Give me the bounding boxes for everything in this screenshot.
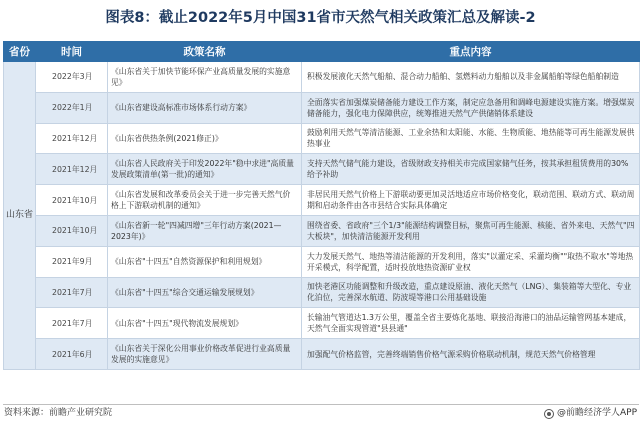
row-key-content: 围绕省委、省政府"三个1/3"能源结构调整目标，聚焦可再生能源、核能、省外来电、天然气"四大板块"，加快清洁能源开发利用 (302, 215, 640, 246)
table-header-row (4, 42, 640, 62)
row-key-content: 加快老港区功能调整和升级改造，重点建设原油、液化天然气（LNG）、集装箱等大型化、专业化泊位，完善深水航道、防波堤等港口公用基础设施 (302, 277, 640, 308)
row-policy-name: 《山东省发展和改革委员会关于进一步完善天然气价格上下游联动机制的通知》 (108, 185, 302, 216)
row-policy-name: 《山东省"十四五"综合交通运输发展规划》 (108, 277, 302, 308)
row-key-content: 大力发展天然气、地热等清洁能源的开发利用，落实"以灌定采、采灌均衡""取热不取水"等地热开采模式，科学配置，适时投放地热资源矿业权 (302, 246, 640, 277)
figure-title: 图表8：截止2022年5月中国31省市天然气相关政策汇总及解读-2 (105, 10, 536, 26)
table-row (4, 123, 640, 154)
row-date: 2022年3月 (36, 62, 108, 93)
header-policy-name: 政策名称 (108, 42, 302, 62)
row-policy-name: 《山东省关于加快节能环保产业高质量发展的实施意见》 (108, 62, 302, 93)
table-row (4, 308, 640, 339)
row-key-content: 全面落实省加强煤炭储备能力建设工作方案，制定应急备用和调峰电源建设实施方案。增强煤炭储备能力，强化电力保障供应，统筹推进天然气产供储销体系建设 (302, 92, 640, 123)
header-key-content: 重点内容 (302, 42, 640, 62)
row-date: 2021年7月 (36, 308, 108, 339)
source-note: 资料来源：前瞻产业研究院 (4, 408, 113, 418)
brand-credit (544, 407, 637, 420)
row-key-content: 非居民用天然气价格上下游联动要更加灵活地适应市场价格变化，联动范围、联动方式、联动周期和启动条件由各市县结合实际具体确定 (302, 185, 640, 216)
row-policy-name: 《山东省"十四五"现代物流发展规划》 (108, 308, 302, 339)
row-key-content: 加强配气价格监管，完善终端销售价格气源采购价格联动机制，规范天然气价格管理 (302, 339, 640, 370)
header-province: 省份 (4, 42, 36, 62)
policy-table (3, 41, 640, 370)
row-key-content: 鼓励利用天然气等清洁能源、工业余热和太阳能、水能、生物质能、地热能等可再生能源发展供热事业 (302, 123, 640, 154)
row-date: 2021年10月 (36, 215, 108, 246)
row-date: 2021年7月 (36, 277, 108, 308)
footer-divider (3, 404, 639, 405)
row-key-content: 积极发展液化天然气船舶、混合动力船舶、氢燃料动力船舶以及非金属船舶等绿色船舶制造 (302, 62, 640, 93)
row-policy-name: 《山东省供热条例(2021修正)》 (108, 123, 302, 154)
header-date: 时间 (36, 42, 108, 62)
row-key-content: 支持天然气储气能力建设，省级财政支持相关市完成国家储气任务，按其承担租赁费用的30%给予补助 (302, 154, 640, 185)
table-row (4, 246, 640, 277)
table-row (4, 215, 640, 246)
table-row (4, 92, 640, 123)
qianzhan-logo-icon (544, 409, 554, 419)
row-date: 2021年9月 (36, 246, 108, 277)
row-date: 2022年1月 (36, 92, 108, 123)
province-cell: 山东省 (4, 62, 36, 370)
row-policy-name: 《山东省建设高标准市场体系行动方案》 (108, 92, 302, 123)
table-row (4, 185, 640, 216)
row-date: 2021年6月 (36, 339, 108, 370)
row-key-content: 长输油气管道达1.3万公里，覆盖全省主要炼化基地、联接沿海港口的油品运输管网基本建成，天然气全面实现管道"县县通" (302, 308, 640, 339)
table-row (4, 62, 640, 93)
row-date: 2021年12月 (36, 154, 108, 185)
row-policy-name: 《山东省关于深化公用事业价格改革促进行业高质量发展的实施意见》 (108, 339, 302, 370)
row-policy-name: 《山东省"十四五"自然资源保护和利用规划》 (108, 246, 302, 277)
row-date: 2021年10月 (36, 185, 108, 216)
table-row (4, 154, 640, 185)
row-date: 2021年12月 (36, 123, 108, 154)
brand-label: @前瞻经济学人APP (556, 408, 637, 418)
row-policy-name: 《山东省新一轮"四减四增"三年行动方案(2021—2023年)》 (108, 215, 302, 246)
row-policy-name: 《山东省人民政府关于印发2022年"稳中求进"高质量发展政策清单(第一批)的通知》 (108, 154, 302, 185)
table-row (4, 339, 640, 370)
table-row (4, 277, 640, 308)
